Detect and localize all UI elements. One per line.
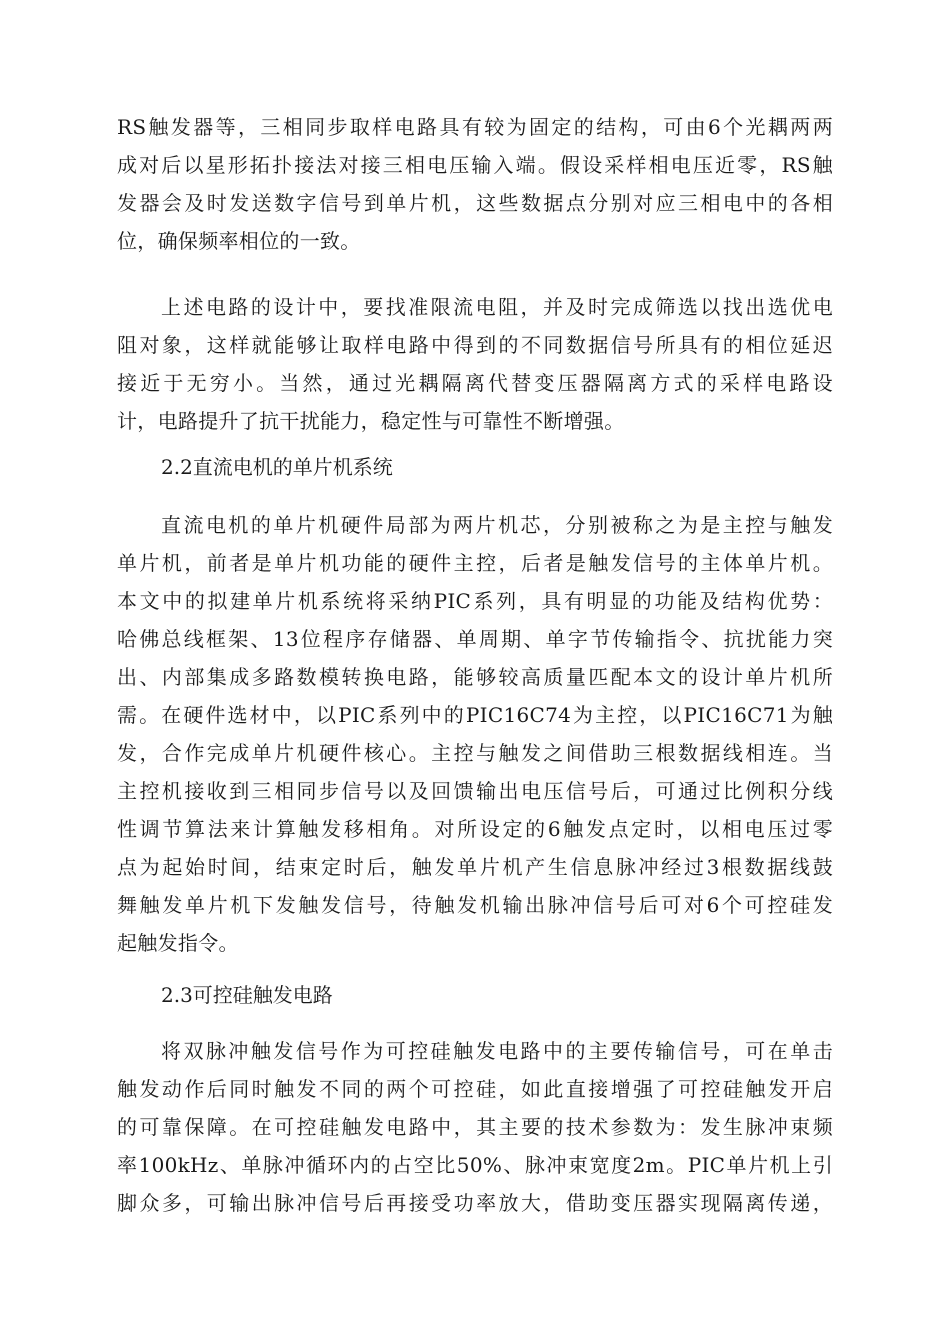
- paragraph-line: 发，合作完成单片机硬件核心。主控与触发之间借助三根数据线相连。当: [117, 741, 833, 765]
- paragraph-line: 将双脉冲触发信号作为可控硅触发电路中的主要传输信号，可在单击: [161, 1039, 833, 1063]
- section-heading-2-3: 2.3可控硅触发电路: [161, 983, 333, 1007]
- paragraph-line: 位，确保频率相位的一致。: [117, 229, 361, 253]
- paragraph-line: 成对后以星形拓扑接法对接三相电压输入端。假设采样相电压近零，RS触: [117, 153, 833, 177]
- paragraph-line: 性调节算法来计算触发移相角。对所设定的6触发点定时，以相电压过零: [117, 817, 833, 841]
- paragraph-line: 需。在硬件选材中，以PIC系列中的PIC16C74为主控，以PIC16C71为触: [117, 703, 833, 727]
- paragraph-line: 起触发指令。: [117, 931, 239, 955]
- paragraph-line: 的可靠保障。在可控硅触发电路中，其主要的技术参数为：发生脉冲束频: [117, 1115, 833, 1139]
- paragraph-line: 脚众多，可输出脉冲信号后再接受功率放大，借助变压器实现隔离传递，: [117, 1191, 833, 1215]
- paragraph-line: 直流电机的单片机硬件局部为两片机芯，分别被称之为是主控与触发: [161, 513, 833, 537]
- paragraph-sampling-circuit: [117, 108, 833, 260]
- paragraph-line: RS触发器等，三相同步取样电路具有较为固定的结构，可由6个光耦两两: [117, 115, 833, 139]
- paragraph-line: 发器会及时发送数字信号到单片机，这些数据点分别对应三相电中的各相: [117, 191, 833, 215]
- paragraph-line: 计，电路提升了抗干扰能力，稳定性与可靠性不断增强。: [117, 409, 625, 433]
- paragraph-line: 阻对象，这样就能够让取样电路中得到的不同数据信号所具有的相位延迟: [117, 333, 833, 357]
- paragraph-line: 触发动作后同时触发不同的两个可控硅，如此直接增强了可控硅触发开启: [117, 1077, 833, 1101]
- paragraph-line: 上述电路的设计中，要找准限流电阻，并及时完成筛选以找出选优电: [161, 295, 833, 319]
- paragraph-line: 本文中的拟建单片机系统将采纳PIC系列，具有明显的功能及结构优势：: [117, 589, 833, 613]
- paragraph-line: 率100kHz、单脉冲循环内的占空比50%、脉冲束宽度2m。PIC单片机上引: [117, 1153, 833, 1177]
- paragraph-line: 接近于无穷小。当然，通过光耦隔离代替变压器隔离方式的采样电路设: [117, 371, 833, 395]
- section-heading-2-2: 2.2直流电机的单片机系统: [161, 455, 393, 479]
- paragraph-line: 舞触发单片机下发触发信号，待触发机输出脉冲信号后可对6个可控硅发: [117, 893, 833, 917]
- paragraph-scr-trigger: [117, 1032, 833, 1222]
- paragraph-line: 主控机接收到三相同步信号以及回馈输出电压信号后，可通过比例积分线: [117, 779, 833, 803]
- paragraph-circuit-design: [117, 288, 833, 440]
- paragraph-line: 点为起始时间，结束定时后，触发单片机产生信息脉冲经过3根数据线鼓: [117, 855, 833, 879]
- paragraph-mcu-system: [117, 506, 833, 962]
- paragraph-line: 哈佛总线框架、13位程序存储器、单周期、单字节传输指令、抗扰能力突: [117, 627, 833, 651]
- paragraph-line: 单片机，前者是单片机功能的硬件主控，后者是触发信号的主体单片机。: [117, 551, 833, 575]
- paragraph-line: 出、内部集成多路数模转换电路，能够较高质量匹配本文的设计单片机所: [117, 665, 833, 689]
